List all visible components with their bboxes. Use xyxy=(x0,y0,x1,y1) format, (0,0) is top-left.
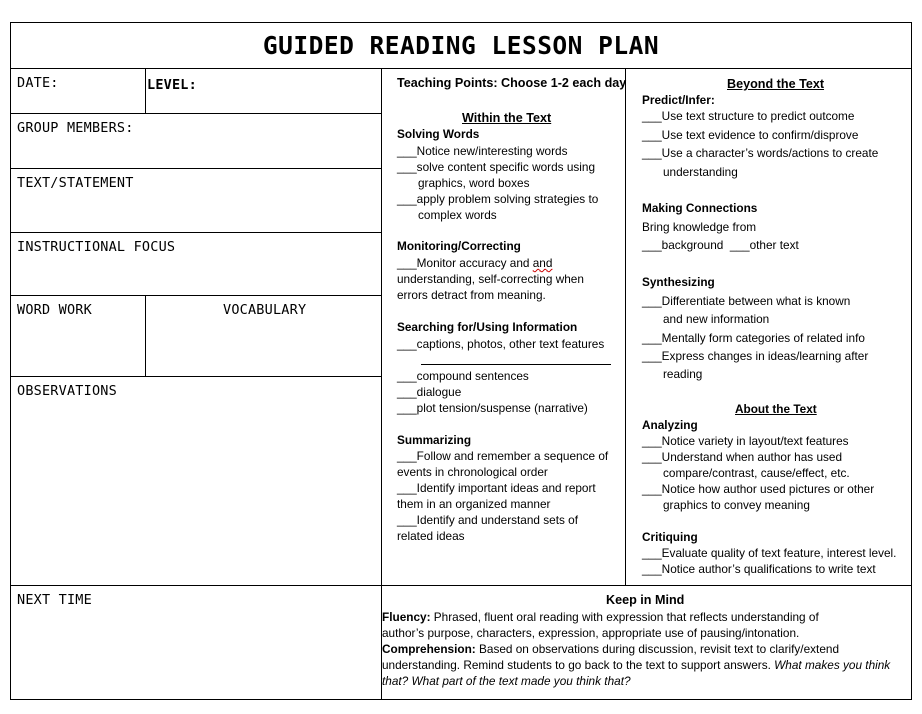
next-time-label: NEXT TIME xyxy=(17,592,92,608)
divider xyxy=(145,295,146,376)
list-item: ___captions, photos, other text features xyxy=(397,337,605,351)
predict-heading: Predict/Infer: xyxy=(642,93,715,107)
instructional-focus-label: INSTRUCTIONAL FOCUS xyxy=(17,239,176,255)
critiquing-heading: Critiquing xyxy=(642,530,698,544)
summarizing-heading: Summarizing xyxy=(397,433,472,447)
connections-heading: Making Connections xyxy=(642,201,758,215)
divider xyxy=(381,68,382,700)
list-item-text: ___Monitor accuracy and xyxy=(397,256,533,270)
solving-words-heading: Solving Words xyxy=(397,127,480,141)
within-text-heading: Within the Text xyxy=(462,111,552,125)
list-item: ___solve content specific words using xyxy=(397,160,596,174)
list-item: ___Evaluate quality of text feature, interest level. xyxy=(642,546,897,560)
list-item: ___Follow and remember a sequence of xyxy=(397,449,609,463)
list-item: ___Identify important ideas and report xyxy=(397,481,596,495)
list-item: ___background ___other text xyxy=(642,238,799,252)
fluency-label: Fluency: xyxy=(382,610,431,624)
fluency-text: Phrased, fluent oral reading with expression that reflects understanding of xyxy=(430,610,819,624)
text-statement-label: TEXT/STATEMENT xyxy=(17,175,134,191)
list-item: graphics to convey meaning xyxy=(663,498,810,512)
list-item: ___Understand when author has used xyxy=(642,450,843,464)
list-item: graphics, word boxes xyxy=(418,176,530,190)
divider xyxy=(10,113,381,114)
list-item: ___Identify and understand sets of xyxy=(397,513,579,527)
vocabulary-label: VOCABULARY xyxy=(223,302,307,318)
write-in-line xyxy=(421,364,611,365)
list-item: ___Use text evidence to confirm/disprove xyxy=(642,128,859,142)
comprehension-label: Comprehension: xyxy=(382,642,476,656)
list-item: ___Notice how author used pictures or other xyxy=(642,482,875,496)
list-item: ___apply problem solving strategies to xyxy=(397,192,599,206)
word-work-label: WORD WORK xyxy=(17,302,92,318)
comprehension-line xyxy=(382,657,890,673)
list-item: and new information xyxy=(663,312,770,326)
divider xyxy=(625,68,626,585)
comprehension-line xyxy=(382,673,631,689)
searching-heading: Searching for/Using Information xyxy=(397,320,578,334)
list-item: ___Notice new/interesting words xyxy=(397,144,568,158)
list-item: ___plot tension/suspense (narrative) xyxy=(397,401,588,415)
group-members-label: GROUP MEMBERS: xyxy=(17,120,134,136)
divider xyxy=(10,376,381,377)
list-item: ___Mentally form categories of related info xyxy=(642,331,865,345)
list-item: them in an organized manner xyxy=(397,497,551,511)
list-item xyxy=(397,255,552,271)
divider xyxy=(10,232,381,233)
page-title: GUIDED READING LESSON PLAN xyxy=(262,31,660,60)
comprehension-line xyxy=(382,641,839,657)
list-item: ___Notice author’s qualifications to write text xyxy=(642,562,876,576)
list-item: ___Notice variety in layout/text features xyxy=(642,434,849,448)
list-item: related ideas xyxy=(397,529,465,543)
keep-in-mind-heading: Keep in Mind xyxy=(606,593,685,607)
divider xyxy=(10,295,381,296)
list-item: Bring knowledge from xyxy=(642,220,757,234)
date-label: DATE: xyxy=(17,75,59,91)
list-item: ___Express changes in ideas/learning after xyxy=(642,349,869,363)
divider xyxy=(10,585,912,586)
list-item: complex words xyxy=(418,208,497,222)
list-item: errors detract from meaning. xyxy=(397,288,546,302)
about-text-heading: About the Text xyxy=(735,402,817,416)
fluency-line: author’s purpose, characters, expression, appropriate use of pausing/intonation. xyxy=(382,626,800,640)
monitoring-heading: Monitoring/Correcting xyxy=(397,239,521,253)
list-item: ___Use a character’s words/actions to create xyxy=(642,146,879,160)
comprehension-question: What makes you think xyxy=(774,658,891,672)
list-item: ___compound sentences xyxy=(397,369,529,383)
comprehension-question: that? What part of the text made you think that? xyxy=(382,674,631,688)
divider xyxy=(145,68,146,113)
list-item: compare/contrast, cause/effect, etc. xyxy=(663,466,850,480)
list-item: ___Use text structure to predict outcome xyxy=(642,109,855,123)
level-label: LEVEL: xyxy=(147,77,197,93)
spellcheck-word: and xyxy=(532,256,553,270)
divider xyxy=(10,168,381,169)
list-item: reading xyxy=(663,367,703,381)
observations-label: OBSERVATIONS xyxy=(17,383,117,399)
list-item: understanding, self-correcting when xyxy=(397,272,584,286)
list-item: events in chronological order xyxy=(397,465,548,479)
comprehension-text: understanding. Remind students to go back to the text to support answers. xyxy=(382,658,775,672)
list-item: ___Differentiate between what is known xyxy=(642,294,851,308)
synthesizing-heading: Synthesizing xyxy=(642,275,715,289)
list-item: ___dialogue xyxy=(397,385,462,399)
fluency-line xyxy=(382,609,819,625)
beyond-text-heading: Beyond the Text xyxy=(727,77,825,91)
comprehension-text: Based on observations during discussion, revisit text to clarify/extend xyxy=(475,642,840,656)
analyzing-heading: Analyzing xyxy=(642,418,698,432)
teaching-points-header: Teaching Points: Choose 1-2 each day xyxy=(397,76,627,90)
list-item: understanding xyxy=(663,165,738,179)
